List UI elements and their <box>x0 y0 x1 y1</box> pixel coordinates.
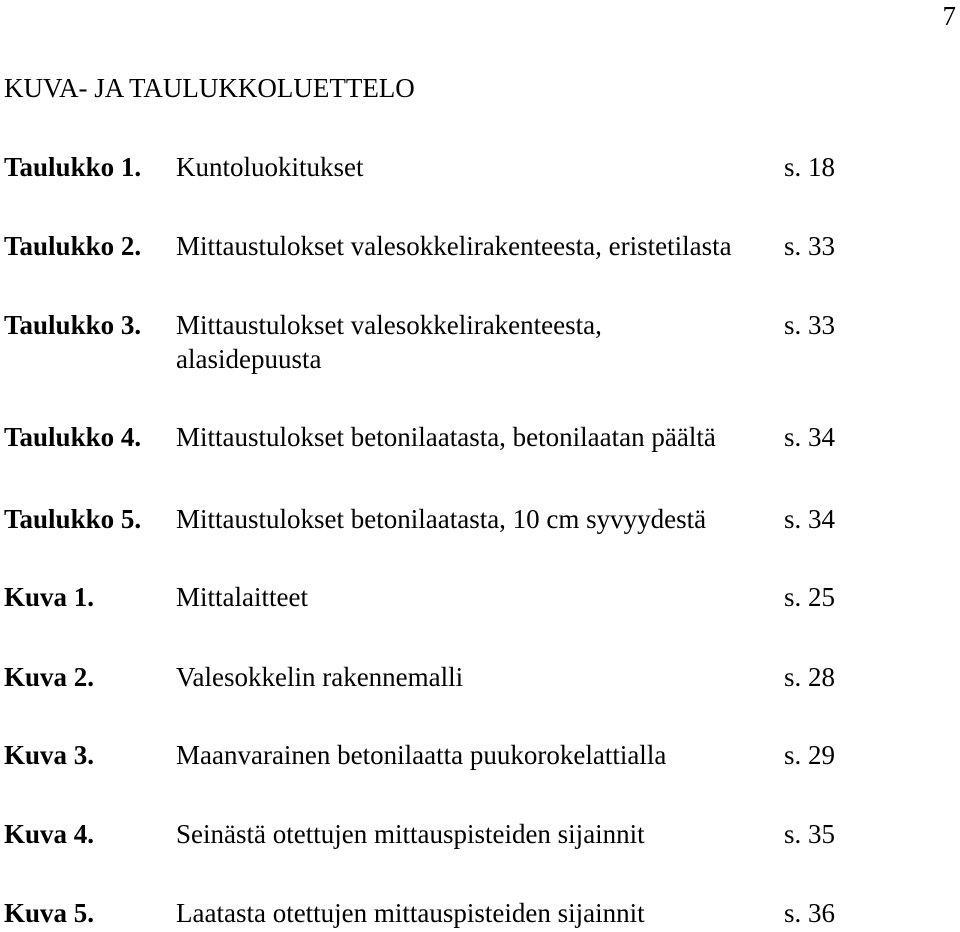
entry-title-line: Mittaustulokset valesokkelirakenteesta, eristetilasta <box>176 231 732 261</box>
entry-page: s. 25 <box>784 582 836 612</box>
entry-title <box>176 817 776 851</box>
entry-title <box>176 150 776 184</box>
entry-page: s. 35 <box>784 819 836 849</box>
entry-page: s. 34 <box>784 504 836 534</box>
entry-page: s. 33 <box>784 310 836 340</box>
page-title: KUVA- JA TAULUKKOLUETTELO <box>4 73 415 103</box>
entry-title <box>176 580 776 614</box>
entry-label: Kuva 1. <box>4 582 95 612</box>
entry-title <box>176 308 776 376</box>
entry-label: Taulukko 5. <box>4 504 142 534</box>
entry-label: Kuva 5. <box>4 898 95 928</box>
entry-page: s. 36 <box>784 898 836 928</box>
entry-title <box>176 229 776 263</box>
entry-title-line: Maanvarainen betonilaatta puukorokelattialla <box>176 740 667 770</box>
entry-page: s. 28 <box>784 662 836 692</box>
page-number: 7 <box>942 1 956 31</box>
entry-title-line: Mittaustulokset betonilaatasta, 10 cm syvyydestä <box>176 504 707 534</box>
entry-title-line: alasidepuusta <box>176 344 322 374</box>
entry-title <box>176 502 776 536</box>
entry-label: Taulukko 3. <box>4 310 142 340</box>
entry-label: Kuva 2. <box>4 662 95 692</box>
entry-title-line: Mittaustulokset valesokkelirakenteesta, <box>176 310 602 340</box>
entry-label: Taulukko 2. <box>4 231 142 261</box>
entry-label: Taulukko 1. <box>4 152 142 182</box>
entry-title-line: Valesokkelin rakennemalli <box>176 662 464 692</box>
entry-title <box>176 896 776 930</box>
entry-title <box>176 738 776 772</box>
entry-title <box>176 420 776 454</box>
entry-title-line: Laatasta otettujen mittauspisteiden sijainnit <box>176 898 645 928</box>
entry-page: s. 34 <box>784 422 836 452</box>
entry-label: Kuva 4. <box>4 819 95 849</box>
entry-page: s. 18 <box>784 152 836 182</box>
entry-title <box>176 660 776 694</box>
entry-page: s. 33 <box>784 231 836 261</box>
entry-title-line: Mittaustulokset betonilaatasta, betonilaatan päältä <box>176 422 716 452</box>
entry-label: Taulukko 4. <box>4 422 142 452</box>
entry-title-line: Mittalaitteet <box>176 582 308 612</box>
entry-label: Kuva 3. <box>4 740 95 770</box>
entry-title-line: Kuntoluokitukset <box>176 152 364 182</box>
entry-page: s. 29 <box>784 740 836 770</box>
entry-title-line: Seinästä otettujen mittauspisteiden sijainnit <box>176 819 645 849</box>
